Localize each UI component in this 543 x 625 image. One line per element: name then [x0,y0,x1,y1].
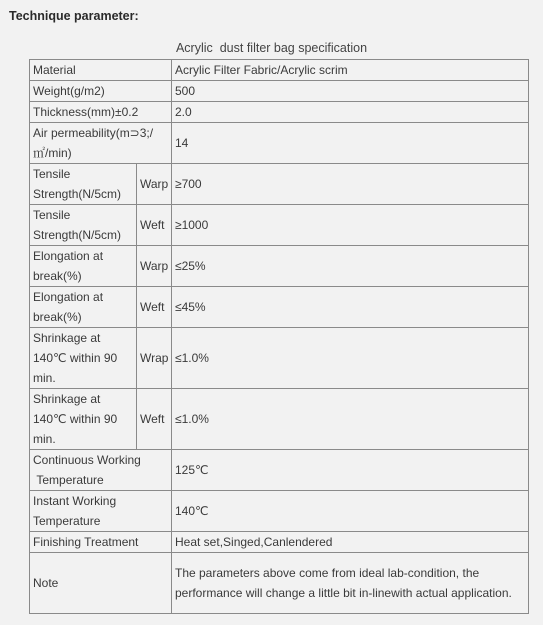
table-row [30,491,529,532]
row-sub: Warp [137,246,172,287]
row-label: Weight(g/m2) [30,81,172,102]
row-label: Elongation at break(%) [30,246,137,287]
row-value: ≤45% [172,287,529,328]
table-row [30,246,529,287]
row-value: The parameters above come from ideal lab-condition, the performance will change a little bit in-linewith actual application. [172,553,529,614]
row-value: ≥1000 [172,205,529,246]
row-sub: Warp [137,164,172,205]
row-value: Acrylic Filter Fabric/Acrylic scrim [172,60,529,81]
row-value: 140℃ [172,491,529,532]
row-value: 14 [172,123,529,164]
row-sub: Weft [137,205,172,246]
row-label: Material [30,60,172,81]
row-value: ≤1.0% [172,389,529,450]
table-row [30,553,529,614]
row-label: Instant Working Temperature [30,491,172,532]
table-row [30,60,529,81]
row-label-text: Continuous Working Temperature [33,453,141,487]
row-value: 125℃ [172,450,529,491]
row-sub: Wrap [137,328,172,389]
table-row [30,123,529,164]
table-row [30,81,529,102]
table-row [30,450,529,491]
spec-table [29,59,529,614]
row-label: Note [30,553,172,614]
row-sub: Weft [137,287,172,328]
row-value: Heat set,Singed,Canlendered [172,532,529,553]
table-row [30,532,529,553]
table-row [30,287,529,328]
row-label: Finishing Treatment [30,532,172,553]
table-caption: Acrylic dust filter bag specification [175,41,368,55]
table-row [30,102,529,123]
row-label: Tensile Strength(N/5cm) [30,164,137,205]
row-value: ≤25% [172,246,529,287]
table-row [30,205,529,246]
row-label: Shrinkage at 140℃ within 90 min. [30,328,137,389]
row-label: Shrinkage at 140℃ within 90 min. [30,389,137,450]
row-value: 2.0 [172,102,529,123]
row-value: ≥700 [172,164,529,205]
row-label [30,450,172,491]
row-value: ≤1.0% [172,328,529,389]
table-row [30,164,529,205]
row-value: 500 [172,81,529,102]
row-sub: Weft [137,389,172,450]
row-label: Elongation at break(%) [30,287,137,328]
row-label: Air permeability(m⊃3;/㎡/min) [30,123,172,164]
row-label: Tensile Strength(N/5cm) [30,205,137,246]
table-row [30,389,529,450]
row-label: Thickness(mm)±0.2 [30,102,172,123]
table-row [30,328,529,389]
section-heading: Technique parameter: [9,9,139,23]
